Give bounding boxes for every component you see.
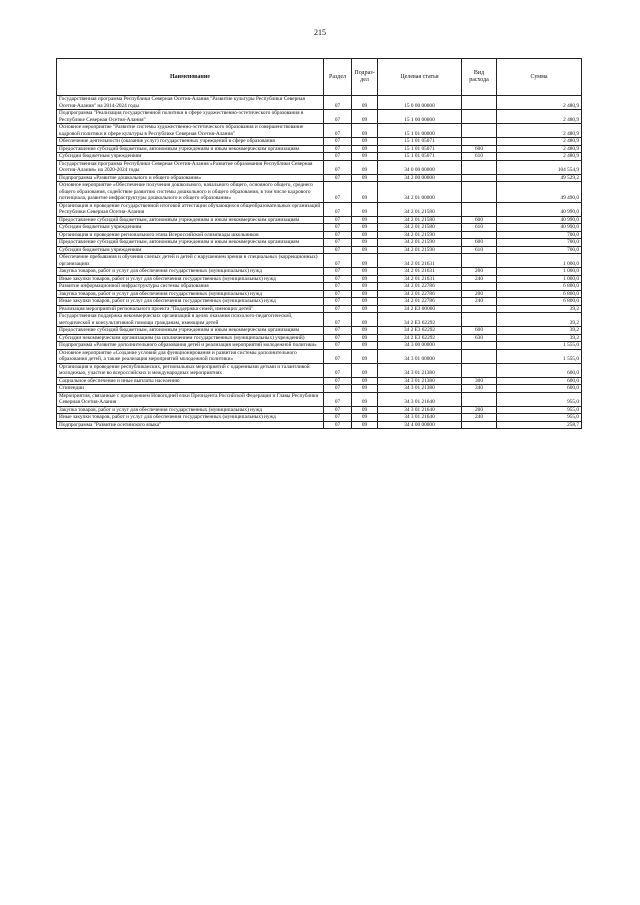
header-type: Вид расхода bbox=[462, 59, 497, 96]
row-type-cell: 600 bbox=[462, 216, 497, 224]
row-sum-cell: 40 990,0 bbox=[497, 202, 582, 216]
row-name-cell: Мероприятия, связанные с проведением Новогодней елки Президента Российской Федерации и Главы Республики Северная Осетия-Алания bbox=[57, 392, 324, 406]
row-type-cell: 240 bbox=[462, 275, 497, 283]
row-type-cell: 600 bbox=[462, 145, 497, 153]
row-name-cell: Стипендии bbox=[57, 385, 324, 393]
row-name-cell: Организация и проведение регионального этапа Всероссийской олимпиады школьников bbox=[57, 231, 324, 239]
row-target-cell: 34 2 E3 62292 bbox=[378, 313, 462, 327]
row-subsection-cell: 09 bbox=[352, 327, 378, 335]
row-subsection-cell: 09 bbox=[352, 254, 378, 268]
table-row bbox=[57, 377, 582, 385]
row-name-cell: Подпрограмма «Развитие дополнительного образования детей и реализация мероприятий молодежной политики» bbox=[57, 342, 324, 350]
table-body bbox=[57, 96, 582, 429]
row-section-cell: 07 bbox=[324, 231, 352, 239]
row-subsection-cell: 09 bbox=[352, 224, 378, 232]
row-sum-cell: 40 990,0 bbox=[497, 224, 582, 232]
row-name-cell: Субсидии бюджетным учреждениям bbox=[57, 246, 324, 254]
page-number: 215 bbox=[314, 28, 326, 37]
row-name-cell: Предоставление субсидий бюджетным, автономным учреждениям и иным некоммерческим организациям bbox=[57, 327, 324, 335]
table-row bbox=[57, 305, 582, 313]
row-subsection-cell: 09 bbox=[352, 174, 378, 182]
row-sum-cell: 1 000,0 bbox=[497, 275, 582, 283]
row-section-cell: 07 bbox=[324, 290, 352, 298]
row-sum-cell: 2 480,9 bbox=[497, 145, 582, 153]
row-target-cell: 15 1 01 00000 bbox=[378, 124, 462, 138]
row-name-cell: Развитие информационной инфраструктуры системы образования bbox=[57, 283, 324, 291]
row-subsection-cell: 09 bbox=[352, 216, 378, 224]
header-name: Наименование bbox=[57, 59, 324, 96]
row-sum-cell: 39,2 bbox=[497, 334, 582, 342]
row-subsection-cell: 09 bbox=[352, 239, 378, 247]
row-subsection-cell: 09 bbox=[352, 153, 378, 161]
table-row bbox=[57, 202, 582, 216]
table-row bbox=[57, 406, 582, 414]
row-sum-cell: 2 480,9 bbox=[497, 138, 582, 146]
row-subsection-cell: 09 bbox=[352, 246, 378, 254]
row-name-cell: Обеспечение пребывания и обучения слепых детей и детей с нарушением зрения в специальных (коррекционных) организациях bbox=[57, 254, 324, 268]
row-section-cell: 07 bbox=[324, 224, 352, 232]
table-row bbox=[57, 392, 582, 406]
row-target-cell: 34 3 01 21640 bbox=[378, 406, 462, 414]
row-sum-cell: 6 800,0 bbox=[497, 290, 582, 298]
row-target-cell: 34 2 01 21580 bbox=[378, 202, 462, 216]
row-name-cell: Иные закупки товаров, работ и услуг для обеспечения государственных (муниципальных) нужд bbox=[57, 275, 324, 283]
row-type-cell bbox=[462, 342, 497, 350]
row-target-cell: 34 2 E3 62292 bbox=[378, 327, 462, 335]
row-type-cell bbox=[462, 392, 497, 406]
row-name-cell: Иные закупки товаров, работ и услуг для обеспечения государственных (муниципальных) нужд bbox=[57, 414, 324, 422]
row-target-cell: 34 2 01 21580 bbox=[378, 224, 462, 232]
row-target-cell: 34 0 00 00000 bbox=[378, 160, 462, 174]
row-name-cell: Государственная программа Республики Северная Осетия-Алания «Развитие образования Республики Северная Осетия-Алания» на 2020-2024 годы bbox=[57, 160, 324, 174]
row-section-cell: 07 bbox=[324, 385, 352, 393]
table-row bbox=[57, 153, 582, 161]
row-target-cell: 34 2 00 00000 bbox=[378, 174, 462, 182]
row-subsection-cell: 09 bbox=[352, 414, 378, 422]
row-target-cell: 34 2 01 21590 bbox=[378, 246, 462, 254]
row-section-cell: 07 bbox=[324, 414, 352, 422]
row-name-cell: Субсидии некоммерческим организациям (за исключением государственных (муниципальных) учреждений) bbox=[57, 334, 324, 342]
row-type-cell bbox=[462, 174, 497, 182]
table-row bbox=[57, 414, 582, 422]
row-subsection-cell: 09 bbox=[352, 406, 378, 414]
header-section: Раздел bbox=[324, 59, 352, 96]
row-section-cell: 07 bbox=[324, 138, 352, 146]
row-sum-cell: 39,2 bbox=[497, 305, 582, 313]
row-sum-cell: 700,0 bbox=[497, 246, 582, 254]
row-target-cell: 34 2 01 22786 bbox=[378, 298, 462, 306]
row-section-cell: 07 bbox=[324, 392, 352, 406]
row-name-cell: Субсидии бюджетным учреждениям bbox=[57, 153, 324, 161]
row-type-cell: 300 bbox=[462, 377, 497, 385]
table-row bbox=[57, 268, 582, 276]
row-section-cell: 07 bbox=[324, 421, 352, 429]
row-subsection-cell: 09 bbox=[352, 392, 378, 406]
row-target-cell: 34 2 01 21631 bbox=[378, 268, 462, 276]
table-row bbox=[57, 160, 582, 174]
table-header-row bbox=[57, 59, 582, 96]
row-target-cell: 34 2 01 21631 bbox=[378, 254, 462, 268]
row-target-cell: 34 4 00 00000 bbox=[378, 421, 462, 429]
row-section-cell: 07 bbox=[324, 298, 352, 306]
row-section-cell: 07 bbox=[324, 145, 352, 153]
row-type-cell bbox=[462, 283, 497, 291]
row-type-cell: 240 bbox=[462, 298, 497, 306]
row-type-cell: 630 bbox=[462, 334, 497, 342]
row-target-cell: 15 1 01 05071 bbox=[378, 145, 462, 153]
row-name-cell: Государственная поддержка некоммерческих организаций в целях оказания психолого-педагогической, методической и консультативной помощи гражданам, имеющим детей bbox=[57, 313, 324, 327]
row-target-cell: 34 3 01 21380 bbox=[378, 377, 462, 385]
row-section-cell: 07 bbox=[324, 342, 352, 350]
table-row bbox=[57, 349, 582, 363]
row-type-cell: 610 bbox=[462, 246, 497, 254]
row-subsection-cell: 09 bbox=[352, 110, 378, 124]
row-name-cell: Предоставление субсидий бюджетным, автономным учреждениям и иным некоммерческим организациям bbox=[57, 216, 324, 224]
row-section-cell: 07 bbox=[324, 110, 352, 124]
row-name-cell: Социальное обеспечение и иные выплаты населению bbox=[57, 377, 324, 385]
row-section-cell: 07 bbox=[324, 327, 352, 335]
row-section-cell: 07 bbox=[324, 254, 352, 268]
row-name-cell: Подпрограмма "Развитие осетинского языка" bbox=[57, 421, 324, 429]
row-name-cell: Закупка товаров, работ и услуг для обеспечения государственных (муниципальных) нужд bbox=[57, 406, 324, 414]
header-target: Целевая статья bbox=[378, 59, 462, 96]
row-target-cell: 34 3 01 21640 bbox=[378, 392, 462, 406]
table-row bbox=[57, 216, 582, 224]
row-sum-cell: 39,2 bbox=[497, 313, 582, 327]
row-type-cell bbox=[462, 96, 497, 110]
row-subsection-cell: 09 bbox=[352, 349, 378, 363]
table-row bbox=[57, 224, 582, 232]
row-sum-cell: 1 000,0 bbox=[497, 254, 582, 268]
row-target-cell: 15 1 01 05071 bbox=[378, 153, 462, 161]
row-sum-cell: 2 480,9 bbox=[497, 153, 582, 161]
row-subsection-cell: 09 bbox=[352, 145, 378, 153]
row-name-cell: Подпрограмма "Реализация государственной политики в сфере художественно-эстетического образования в Республике Северная Осетия-Алания" bbox=[57, 110, 324, 124]
row-sum-cell: 600,0 bbox=[497, 385, 582, 393]
row-sum-cell: 700,0 bbox=[497, 231, 582, 239]
row-subsection-cell: 09 bbox=[352, 160, 378, 174]
row-section-cell: 07 bbox=[324, 313, 352, 327]
row-sum-cell: 40 990,0 bbox=[497, 216, 582, 224]
row-sum-cell: 700,0 bbox=[497, 239, 582, 247]
table-row bbox=[57, 334, 582, 342]
table-row bbox=[57, 313, 582, 327]
table-row bbox=[57, 342, 582, 350]
table-row bbox=[57, 290, 582, 298]
row-type-cell: 600 bbox=[462, 327, 497, 335]
row-type-cell: 200 bbox=[462, 290, 497, 298]
header-sum: Сумма bbox=[497, 59, 582, 96]
row-type-cell: 610 bbox=[462, 153, 497, 161]
table-row bbox=[57, 145, 582, 153]
row-sum-cell: 600,0 bbox=[497, 363, 582, 377]
header-subsection: Подраз-дел bbox=[352, 59, 378, 96]
table-row bbox=[57, 174, 582, 182]
row-section-cell: 07 bbox=[324, 96, 352, 110]
budget-table bbox=[56, 58, 582, 429]
row-subsection-cell: 09 bbox=[352, 363, 378, 377]
row-target-cell: 15 1 01 05071 bbox=[378, 138, 462, 146]
row-section-cell: 07 bbox=[324, 202, 352, 216]
row-section-cell: 07 bbox=[324, 160, 352, 174]
row-subsection-cell: 09 bbox=[352, 138, 378, 146]
row-target-cell: 34 2 E3 62292 bbox=[378, 334, 462, 342]
row-target-cell: 34 3 00 00000 bbox=[378, 342, 462, 350]
row-target-cell: 15 1 00 00000 bbox=[378, 110, 462, 124]
row-sum-cell: 39,2 bbox=[497, 327, 582, 335]
row-sum-cell: 955,0 bbox=[497, 414, 582, 422]
row-target-cell: 34 2 01 22786 bbox=[378, 283, 462, 291]
row-type-cell bbox=[462, 305, 497, 313]
row-target-cell: 34 2 01 21580 bbox=[378, 216, 462, 224]
row-target-cell: 34 2 01 21590 bbox=[378, 231, 462, 239]
row-sum-cell: 1 555,0 bbox=[497, 349, 582, 363]
row-sum-cell: 6 800,0 bbox=[497, 298, 582, 306]
row-type-cell bbox=[462, 124, 497, 138]
row-name-cell: Основное мероприятие "Развитие системы художественно-эстетического образования и совершенствование кадровой политики в сфере культуры в Республике Северная Осетия-Алания" bbox=[57, 124, 324, 138]
table-row bbox=[57, 239, 582, 247]
row-name-cell: Субсидии бюджетным учреждениям bbox=[57, 224, 324, 232]
row-type-cell bbox=[462, 349, 497, 363]
row-type-cell bbox=[462, 363, 497, 377]
row-section-cell: 07 bbox=[324, 377, 352, 385]
row-sum-cell: 49 529,2 bbox=[497, 174, 582, 182]
row-section-cell: 07 bbox=[324, 305, 352, 313]
row-subsection-cell: 09 bbox=[352, 268, 378, 276]
table-row bbox=[57, 138, 582, 146]
row-type-cell: 610 bbox=[462, 224, 497, 232]
row-type-cell: 200 bbox=[462, 406, 497, 414]
row-sum-cell: 2 480,9 bbox=[497, 124, 582, 138]
row-section-cell: 07 bbox=[324, 283, 352, 291]
row-section-cell: 07 bbox=[324, 124, 352, 138]
row-name-cell: Организация и проведение республиканских, региональных мероприятий с одаренными детьми и талантливой молодежью, участие во всероссийских и международных мероприятиях bbox=[57, 363, 324, 377]
row-type-cell: 240 bbox=[462, 414, 497, 422]
row-subsection-cell: 09 bbox=[352, 334, 378, 342]
row-type-cell: 600 bbox=[462, 239, 497, 247]
row-section-cell: 07 bbox=[324, 182, 352, 203]
table-row bbox=[57, 298, 582, 306]
row-name-cell: Обеспечение деятельности (оказание услуг) государственных учреждений в сфере образования bbox=[57, 138, 324, 146]
row-type-cell bbox=[462, 231, 497, 239]
table-row bbox=[57, 246, 582, 254]
row-name-cell: Государственная программа Республики Северная Осетия-Алания "Развитие культуры Республики Северная Осетия-Алания" на 2014-2024 годы bbox=[57, 96, 324, 110]
row-target-cell: 34 3 01 21380 bbox=[378, 385, 462, 393]
row-target-cell: 34 2 01 21590 bbox=[378, 239, 462, 247]
row-target-cell: 34 2 01 22786 bbox=[378, 290, 462, 298]
row-subsection-cell: 09 bbox=[352, 231, 378, 239]
row-section-cell: 07 bbox=[324, 406, 352, 414]
row-type-cell bbox=[462, 254, 497, 268]
row-name-cell: Предоставление субсидий бюджетным, автономным учреждениям и иным некоммерческим организациям bbox=[57, 239, 324, 247]
row-name-cell: Подпрограмма «Развитие дошкольного и общего образования» bbox=[57, 174, 324, 182]
row-sum-cell: 104 554,9 bbox=[497, 160, 582, 174]
row-target-cell: 34 3 01 21380 bbox=[378, 363, 462, 377]
row-section-cell: 07 bbox=[324, 268, 352, 276]
row-target-cell: 15 0 00 00000 bbox=[378, 96, 462, 110]
row-type-cell bbox=[462, 421, 497, 429]
row-target-cell: 34 2 E3 00000 bbox=[378, 305, 462, 313]
row-name-cell: Предоставление субсидий бюджетным, автономным учреждениям и иным некоммерческим организациям bbox=[57, 145, 324, 153]
row-section-cell: 07 bbox=[324, 174, 352, 182]
row-name-cell: Организация и проведение государственной итоговой аттестации обучающихся общеобразовательных организаций Республики Северная Осетия-Алания bbox=[57, 202, 324, 216]
row-sum-cell: 49 490,0 bbox=[497, 182, 582, 203]
row-type-cell bbox=[462, 182, 497, 203]
table-row bbox=[57, 327, 582, 335]
row-name-cell: Закупка товаров, работ и услуг для обеспечения государственных (муниципальных) нужд bbox=[57, 268, 324, 276]
row-sum-cell: 955,0 bbox=[497, 406, 582, 414]
row-type-cell: 200 bbox=[462, 268, 497, 276]
row-name-cell: Закупка товаров, работ и услуг для обеспечения государственных (муниципальных) нужд bbox=[57, 290, 324, 298]
row-sum-cell: 2 480,9 bbox=[497, 96, 582, 110]
row-subsection-cell: 09 bbox=[352, 124, 378, 138]
row-subsection-cell: 09 bbox=[352, 421, 378, 429]
row-subsection-cell: 09 bbox=[352, 305, 378, 313]
row-sum-cell: 600,0 bbox=[497, 377, 582, 385]
row-subsection-cell: 09 bbox=[352, 342, 378, 350]
table-row bbox=[57, 96, 582, 110]
row-section-cell: 07 bbox=[324, 349, 352, 363]
row-sum-cell: 1 000,0 bbox=[497, 268, 582, 276]
row-subsection-cell: 09 bbox=[352, 290, 378, 298]
row-subsection-cell: 09 bbox=[352, 275, 378, 283]
row-name-cell: Основное мероприятие «Обеспечение получения дошкольного, начального общего, основного общего, среднего общего образования, содействие развитию системы дошкольного и общего образования, в том числе кадрового потенциала, развитие инфраструктуры дошкольного и общего образования» bbox=[57, 182, 324, 203]
row-target-cell: 34 2 01 21631 bbox=[378, 275, 462, 283]
row-type-cell bbox=[462, 313, 497, 327]
row-section-cell: 07 bbox=[324, 246, 352, 254]
row-name-cell: Иные закупки товаров, работ и услуг для обеспечения государственных (муниципальных) нужд bbox=[57, 298, 324, 306]
row-sum-cell: 6 800,0 bbox=[497, 283, 582, 291]
row-subsection-cell: 09 bbox=[352, 96, 378, 110]
row-subsection-cell: 09 bbox=[352, 377, 378, 385]
row-name-cell: Основное мероприятие «Создание условий для функционирования и развития системы дополнительного образования детей, а также реализация мероприятий молодежной политики» bbox=[57, 349, 324, 363]
row-name-cell: Реализация мероприятий регионального проекта "Поддержка семей, имеющих детей" bbox=[57, 305, 324, 313]
row-section-cell: 07 bbox=[324, 216, 352, 224]
row-subsection-cell: 09 bbox=[352, 313, 378, 327]
table-row bbox=[57, 110, 582, 124]
row-target-cell: 34 3 01 21640 bbox=[378, 414, 462, 422]
row-section-cell: 07 bbox=[324, 239, 352, 247]
row-section-cell: 07 bbox=[324, 153, 352, 161]
row-type-cell bbox=[462, 160, 497, 174]
row-section-cell: 07 bbox=[324, 334, 352, 342]
row-target-cell: 34 2 01 00000 bbox=[378, 182, 462, 203]
table-row bbox=[57, 275, 582, 283]
table-row bbox=[57, 421, 582, 429]
table-row bbox=[57, 385, 582, 393]
row-section-cell: 07 bbox=[324, 275, 352, 283]
row-target-cell: 34 3 01 00000 bbox=[378, 349, 462, 363]
table-row bbox=[57, 363, 582, 377]
table-row bbox=[57, 283, 582, 291]
row-type-cell bbox=[462, 110, 497, 124]
row-sum-cell: 955,0 bbox=[497, 392, 582, 406]
table-row bbox=[57, 182, 582, 203]
table-row bbox=[57, 254, 582, 268]
row-subsection-cell: 09 bbox=[352, 298, 378, 306]
row-type-cell bbox=[462, 138, 497, 146]
table-row bbox=[57, 124, 582, 138]
row-subsection-cell: 09 bbox=[352, 182, 378, 203]
row-subsection-cell: 09 bbox=[352, 385, 378, 393]
row-sum-cell: 2 480,9 bbox=[497, 110, 582, 124]
row-sum-cell: 258,7 bbox=[497, 421, 582, 429]
row-section-cell: 07 bbox=[324, 363, 352, 377]
row-subsection-cell: 09 bbox=[352, 283, 378, 291]
table-row bbox=[57, 231, 582, 239]
row-subsection-cell: 09 bbox=[352, 202, 378, 216]
row-type-cell: 340 bbox=[462, 385, 497, 393]
row-sum-cell: 1 555,0 bbox=[497, 342, 582, 350]
row-type-cell bbox=[462, 202, 497, 216]
